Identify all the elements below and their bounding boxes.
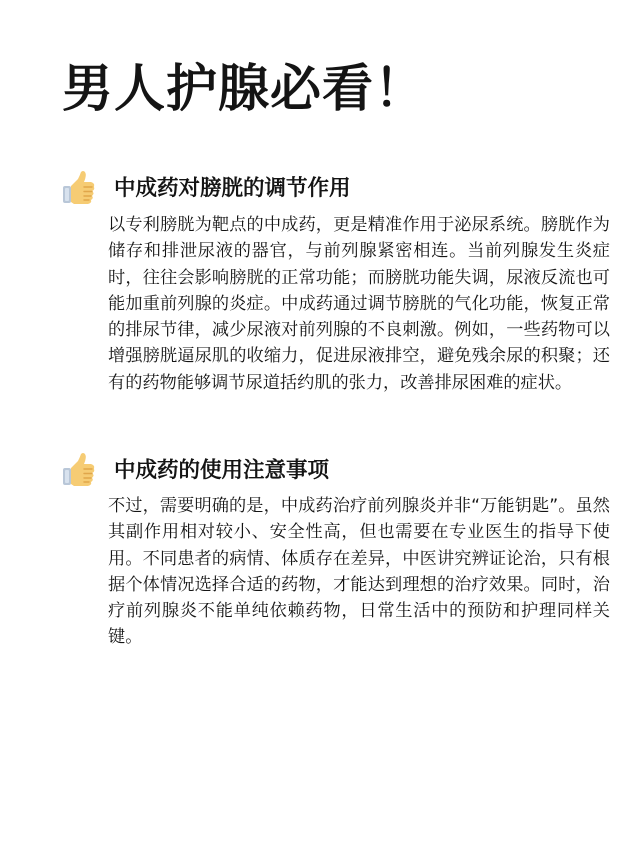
section-header — [62, 170, 610, 210]
thumbs-up-icon — [62, 452, 96, 488]
section-header — [62, 452, 610, 492]
section-bladder-regulation — [62, 170, 610, 396]
thumbs-up-icon — [62, 170, 96, 206]
section-paragraph: 以专利膀胱为靶点的中成药，更是精准作用于泌尿系统。膀胱作为储存和排泄尿液的器官，与前列腺紧密相连。当前列腺发生炎症时，往往会影响膀胱的正常功能；而膀胱功能失调，尿液反流也可能加重前列腺的炎症。中成药通过调节膀胱的气化功能，恢复正常的排尿节律，减少尿液对前列腺的不良刺激。例如，一些药物可以增强膀胱逼尿肌的收缩力，促进尿液排空，避免残余尿的积聚；还有的药物能够调节尿道括约肌的张力，改善排尿困难的症状。 — [108, 215, 610, 393]
section-heading: 中成药的使用注意事项 — [114, 458, 330, 483]
section-heading: 中成药对膀胱的调节作用 — [114, 176, 351, 201]
section-paragraph: 不过，需要明确的是，中成药治疗前列腺炎并非“万能钥匙”。虽然其副作用相对较小、安全性高，但也需要在专业医生的指导下使用。不同患者的病情、体质存在差异，中医讲究辨证论治，只有根据个体情况选择合适的药物，才能达到理想的治疗效果。同时，治疗前列腺炎不能单纯依赖药物，日常生活中的预防和护理同样关键。 — [108, 496, 610, 648]
section-usage-notes — [62, 452, 610, 651]
page-title: 男人护腺必看！ — [62, 60, 427, 119]
